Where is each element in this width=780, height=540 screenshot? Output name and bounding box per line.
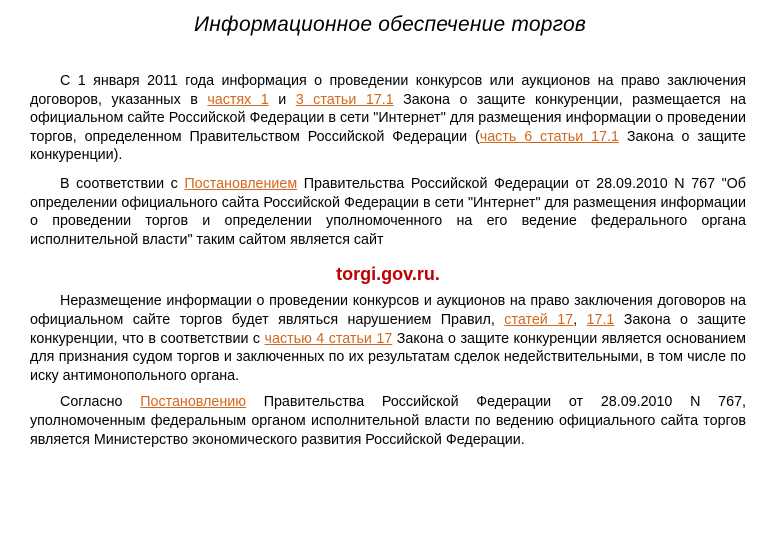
- paragraph-2-text-2: Правительства Российской Федерации от 28.09.2010 N 767 "Об определении официального сайта Российской Федерации в сети "Интернет" для размещения информации о проведении торгов и определении уполномоченного на его ведение федерального органа исполнительной власти" таким сайтом является сайт: [30, 175, 746, 248]
- link-part-4-article-17[interactable]: частью 4 статьи 17: [264, 330, 393, 347]
- paragraph-3: [30, 292, 746, 385]
- document-body: [30, 72, 746, 449]
- paragraph-3-text-4: Закона о защите конкуренции является основанием для признания судом торгов и заключенных по их результатам сделок недействительными, в том числе по иску антимонопольного органа.: [30, 330, 746, 384]
- paragraph-4-text-2: Правительства Российской Федерации от 28.09.2010 N 767, уполномоченным федеральным органом исполнительной власти по ведению официального сайта торгов является Министерство экономического развития Российской Федерации.: [30, 394, 747, 448]
- paragraph-2: [30, 175, 746, 249]
- paragraph-4: [30, 393, 746, 449]
- link-resolution[interactable]: Постановлением: [184, 175, 298, 192]
- link-article-17-1-b[interactable]: 17.1: [586, 311, 615, 328]
- paragraph-2-text-1: В соответствии с: [60, 175, 185, 192]
- paragraph-1: [30, 72, 746, 165]
- paragraph-4-text-1: Согласно: [60, 394, 141, 411]
- paragraph-3-text-1: Неразмещение информации о проведении конкурсов и аукционов на право заключения договоров на официальном сайте торгов будет являться нарушением Правил,: [30, 293, 746, 328]
- link-resolution-2[interactable]: Постановлению: [140, 394, 246, 411]
- paragraph-1-text-4: Закона о защите конкуренции).: [30, 128, 746, 164]
- paragraph-1-text-3: Закона о защите конкуренции, размещается на официальном сайте Российской Федерации в сети "Интернет" для размещения информации о проведении торгов, определенном Правительством Российской Федерации (: [30, 91, 746, 145]
- link-parts-1[interactable]: частях 1: [207, 91, 269, 108]
- paragraph-1-text-2: и: [268, 91, 296, 108]
- paragraph-1-text-1: С 1 января 2011 года информация о проведении конкурсов или аукционов на право заключения договоров, указанных в: [30, 73, 746, 108]
- paragraph-3-text-3: Закона о защите конкуренции, что в соответствии с: [30, 311, 747, 347]
- link-article-17[interactable]: статей 17: [504, 311, 574, 328]
- link-part-6-article-17-1[interactable]: часть 6 статьи 17.1: [479, 128, 619, 145]
- official-site-name: torgi.gov.ru.: [336, 264, 440, 285]
- page-title: Информационное обеспечение торгов: [194, 13, 586, 36]
- paragraph-3-text-2: ,: [573, 311, 587, 328]
- link-article-17-1[interactable]: 3 статьи 17.1: [295, 91, 394, 108]
